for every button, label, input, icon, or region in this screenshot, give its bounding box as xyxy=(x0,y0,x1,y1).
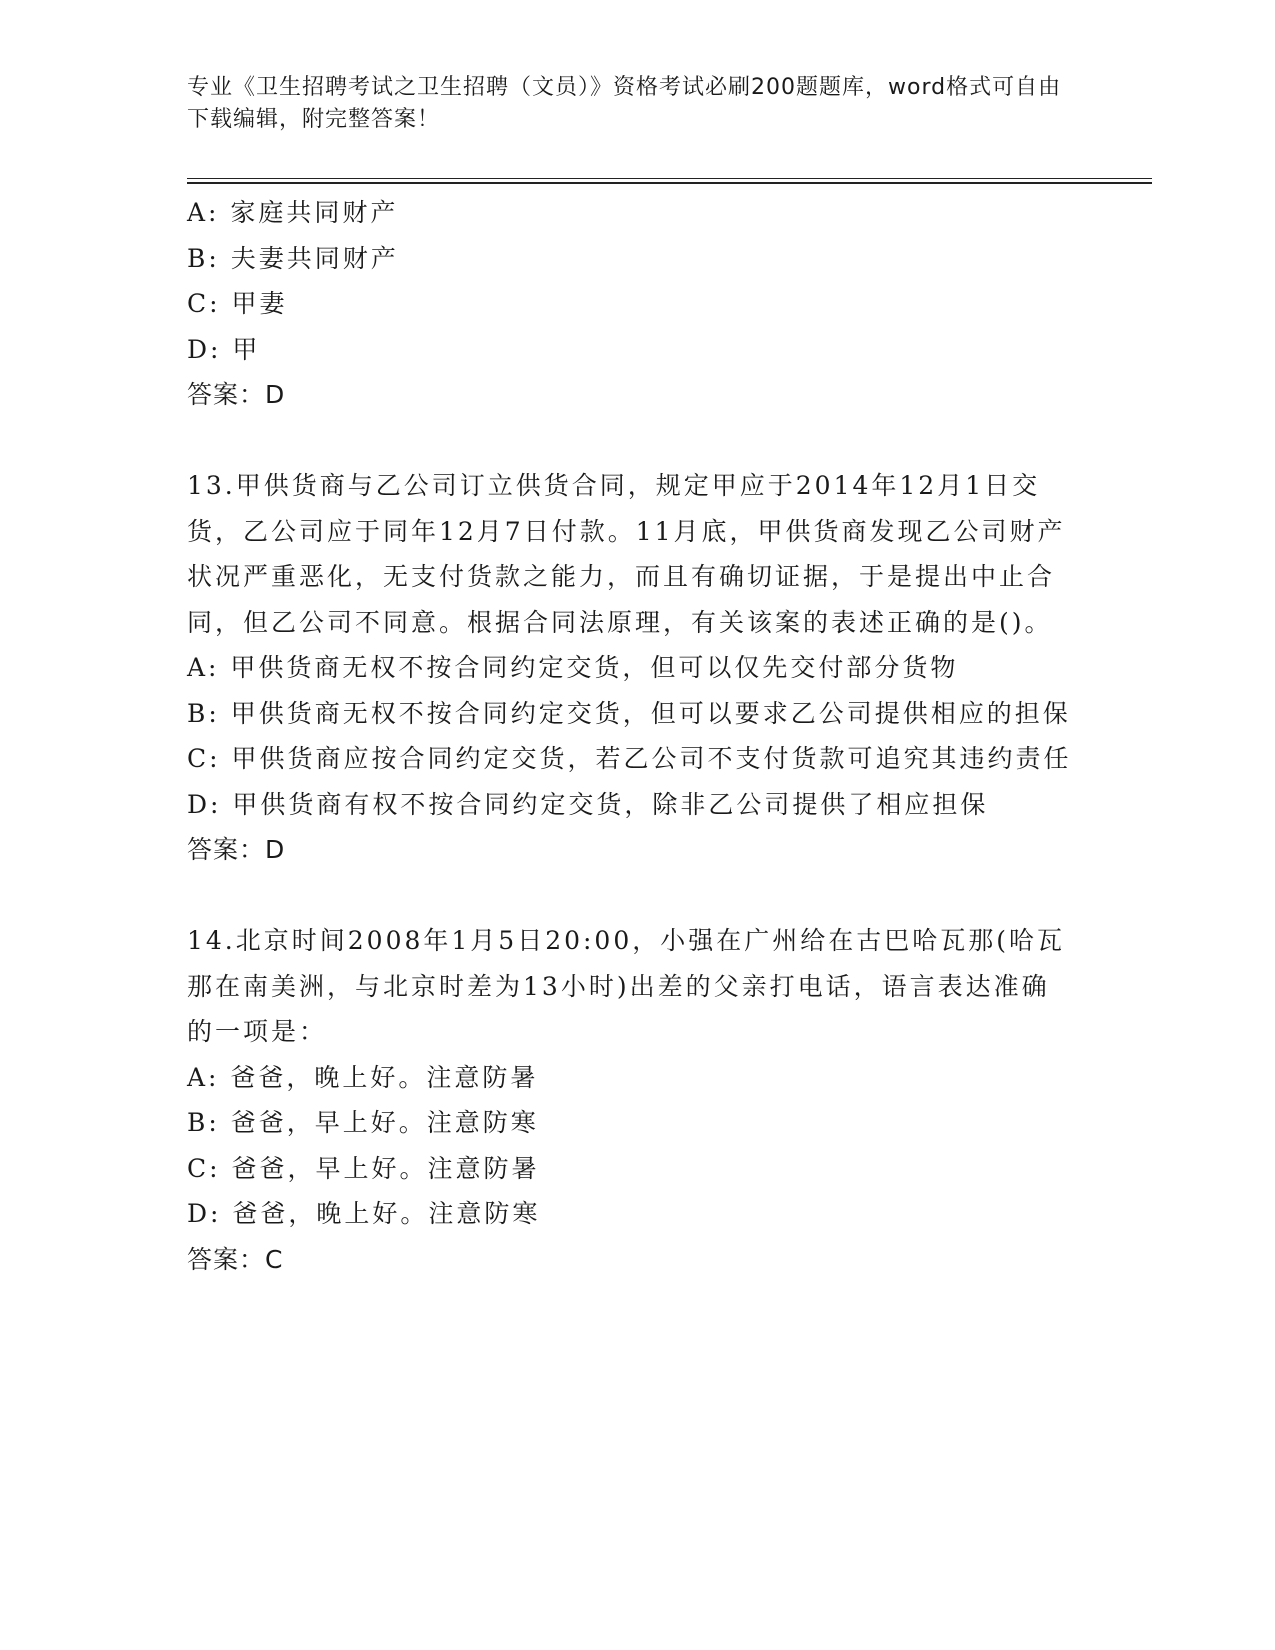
q12-option-d: D: 甲 xyxy=(187,334,261,364)
q13-option-a: A: 甲供货商无权不按合同约定交货，但可以仅先交付部分货物 xyxy=(187,653,959,682)
q13-option-b: B: 甲供货商无权不按合同约定交货，但可以要求乙公司提供相应的担保 xyxy=(187,698,1071,728)
question-13 xyxy=(187,463,1077,873)
q13-answer: 答案：D xyxy=(187,835,286,864)
q14-option-a: A: 爸爸，晚上好。注意防暑 xyxy=(187,1062,539,1092)
q12-answer: 答案：D xyxy=(187,380,286,409)
document-header xyxy=(187,72,1067,136)
q14-option-d: D: 爸爸，晚上好。注意防寒 xyxy=(187,1199,541,1228)
q14-option-b: B: 爸爸，早上好。注意防寒 xyxy=(187,1108,539,1137)
spacer xyxy=(187,873,1077,919)
question-14 xyxy=(187,918,1077,1282)
q13-stem: 13.甲供货商与乙公司订立供货合同，规定甲应于2014年12月1日交货，乙公司应于同年12月7日付款。11月底，甲供货商发现乙公司财产状况严重恶化，无支付货款之能力，而且有确切证据，于是提出中止合同，但乙公司不同意。根据合同法原理，有关该案的表述正确的是()。 xyxy=(187,471,1066,637)
document-body xyxy=(187,190,1077,1282)
header-divider-thin xyxy=(187,178,1152,179)
q14-option-c: C: 爸爸，早上好。注意防暑 xyxy=(187,1153,540,1183)
q12-option-c: C: 甲妻 xyxy=(187,289,288,318)
q13-option-c: C: 甲供货商应按合同约定交货，若乙公司不支付货款可追究其违约责任 xyxy=(187,744,1072,773)
q14-stem: 14.北京时间2008年1月5日20:00，小强在广州给在古巴哈瓦那(哈瓦那在南美洲，与北京时差为13小时)出差的父亲打电话，语言表达准确的一项是： xyxy=(187,926,1065,1046)
q13-option-d: D: 甲供货商有权不按合同约定交货，除非乙公司提供了相应担保 xyxy=(187,789,989,819)
question-12-tail xyxy=(187,190,1077,418)
spacer xyxy=(187,418,1077,464)
q14-answer: 答案：C xyxy=(187,1244,284,1274)
header-title: 专业《卫生招聘考试之卫生招聘（文员）》资格考试必刷200题题库，word格式可自由下载编辑，附完整答案！ xyxy=(187,75,1062,132)
q12-option-a: A: 家庭共同财产 xyxy=(187,198,399,227)
header-divider-thick xyxy=(187,182,1152,184)
q12-option-b: B: 夫妻共同财产 xyxy=(187,243,399,273)
